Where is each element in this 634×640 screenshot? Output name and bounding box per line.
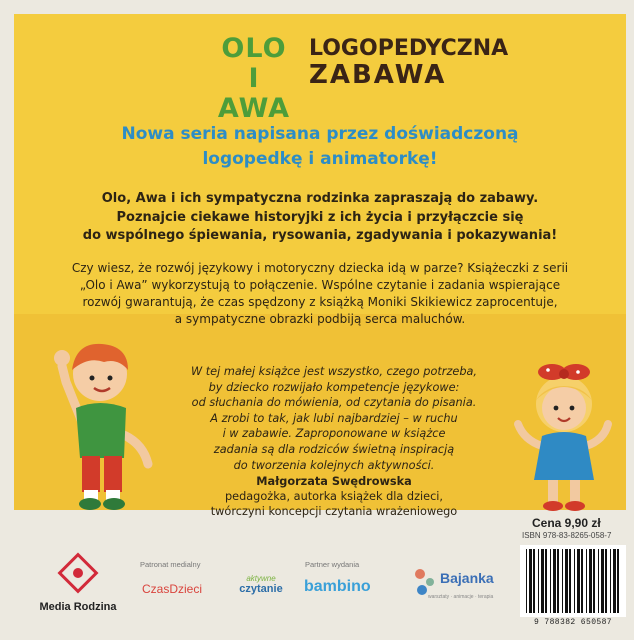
barcode-bar [598,549,599,613]
barcode-bar [589,549,592,613]
barcode-bar [529,549,532,613]
barcode-bar [601,549,604,613]
headline: Nowa seria napisana przez doświadczoną logopedkę i animatorkę! [121,124,519,169]
barcode-bar [562,549,563,613]
barcode-bar [550,549,551,613]
media-rodzina-emblem-icon [61,556,95,590]
barcode [520,545,626,617]
barcode-bar [574,549,575,613]
barcode-bar [586,549,587,613]
barcode-bar [617,549,619,613]
barcode-bar [605,549,607,613]
olo-boy-illustration [42,336,162,514]
barcode-bar [557,549,559,613]
barcode-bar [526,549,527,613]
barcode-bar [533,549,535,613]
price: Cena 9,90 zł [532,516,601,530]
barcode-bar [545,549,547,613]
barcode-number: 9 788382 650587 [533,618,612,627]
logopedyczna-zabawa-logo: LOGOPEDYCZNA ZABAWA [309,36,509,90]
book-back-cover [14,14,626,518]
partner-label: Partner wydania [305,560,360,569]
bambino-logo: bambino [304,578,371,595]
review-quote: W tej małej książce jest wszystko, czego potrzeba, by dziecko rozwijało kompetencje językowe: od słuchania do mówienia, od czytania do pisania. A zrobi to tak, jak lubi najbardziej – w ruchu i w zabawie. Zaproponowane w książce zadania są dla rodziców świetną inspiracją do tworzenia kolejnych aktywności. [190,365,478,472]
barcode-bar [569,549,571,613]
barcode-bar [538,549,539,613]
barcode-bar [610,549,611,613]
barcode-bar [541,549,544,613]
czas-dzieci-logo: CzasDzieci [142,582,203,596]
intro-paragraph: Olo, Awa i ich sympatyczna rodzinka zapraszają do zabawy. Poznajcie ciekawe historyjki z ich życia i przyłączcie się do wspólnego śpiewania, rysowania, zgadywania i pokazywania! [82,191,558,243]
quote-author: Małgorzata Swędrowska pedagożka, autorka książek dla dzieci, twórczyni koncepcji czytania wrażeniowego [210,475,458,518]
barcode-bar [613,549,616,613]
aktywne-czytanie-logo: aktywne czytanie [239,574,283,595]
barcode-bar [577,549,580,613]
barcode-bar [565,549,568,613]
media-rodzina-logo: Media Rodzina [38,556,118,613]
patronat-label: Patronat medialny [140,560,201,569]
barcode-bar [593,549,595,613]
isbn: ISBN 978-83-8265-058-7 [522,531,612,540]
description-paragraph: Czy wiesz, że rozwój językowy i motoryczny dziecka idą w parze? Książeczki z serii „Olo i Awa” wykorzystują to połączenie. Wspólne czytanie i zadania wspierające rozwój gwarantują, że czas spędzony z książką Moniki Skikiewicz zaprocentuje, a sympatyczne obrazki podbiją serca maluchów. [71,261,569,326]
awa-girl-illustration [512,354,616,514]
barcode-bar [553,549,556,613]
olo-i-awa-logo: OLO I AWA [217,33,291,124]
barcode-bar [581,549,583,613]
